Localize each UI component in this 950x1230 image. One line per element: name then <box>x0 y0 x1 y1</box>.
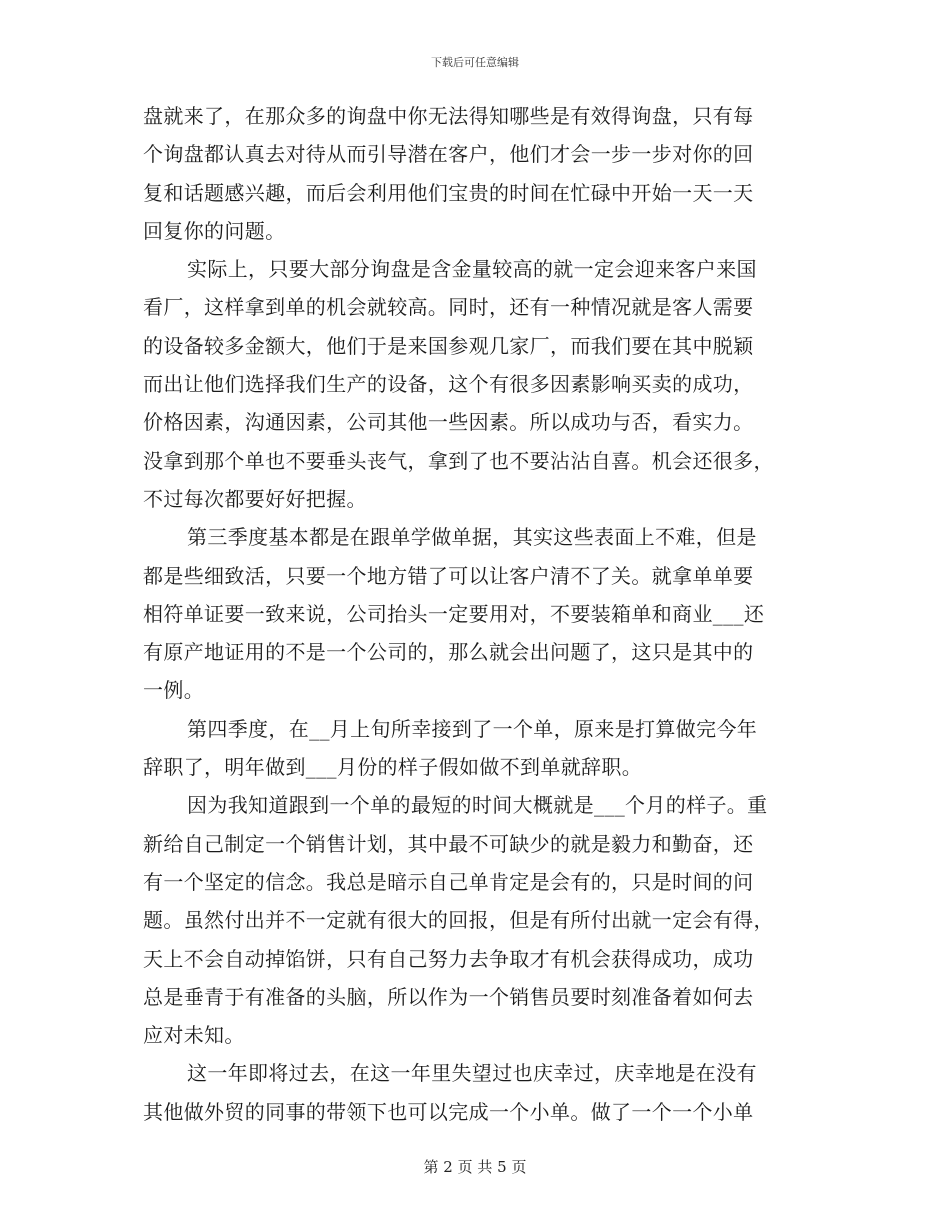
text-line: 相符单证要一致来说，公司抬头一定要用对，不要装箱单和商业___还 <box>143 601 765 626</box>
text-line: 一例。 <box>143 678 205 703</box>
text-line: 看厂，这样拿到单的机会就较高。同时，还有一种情况就是客人需要 <box>143 295 754 320</box>
text-line: 第三季度基本都是在跟单学做单据，其实这些表面上不难，但是 <box>187 525 757 550</box>
text-line: 复和话题感兴趣，而后会利用他们宝贵的时间在忙碌中开始一天一天 <box>143 180 754 205</box>
text-line: 个询盘都认真去对待从而引导潜在客户，他们才会一步一步对你的回 <box>143 142 754 167</box>
document-body <box>143 97 803 1131</box>
text-line: 都是些细致活，只要一个地方错了可以让客户清不了关。就拿单单要 <box>143 563 754 588</box>
text-line: 天上不会自动掉馅饼，只有自己努力去争取才有机会获得成功，成功 <box>143 946 754 971</box>
page-header: 下载后可任意编辑 <box>431 56 519 69</box>
text-line: 新给自己制定一个销售计划，其中最不可缺少的就是毅力和勤奋，还 <box>143 831 754 856</box>
text-line: 不过每次都要好好把握。 <box>143 486 367 511</box>
text-line: 其他做外贸的同事的带领下也可以完成一个小单。做了一个一个小单 <box>143 1099 754 1124</box>
text-line: 第四季度，在__月上旬所幸接到了一个单，原来是打算做完今年 <box>187 716 758 741</box>
text-line: 盘就来了，在那众多的询盘中你无法得知哪些是有效得询盘，只有每 <box>143 104 754 128</box>
text-line: 实际上，只要大部分询盘是含金量较高的就一定会迎来客户来国 <box>187 257 757 282</box>
text-line: 回复你的问题。 <box>143 218 286 243</box>
text-line: 有一个坚定的信念。我总是暗示自己单肯定是会有的，只是时间的问 <box>143 869 754 894</box>
text-line: 价格因素，沟通因素，公司其他一些因素。所以成功与否，看实力。 <box>143 410 754 435</box>
text-line: 因为我知道跟到一个单的最短的时间大概就是___个月的样子。重 <box>187 793 768 818</box>
text-line: 的设备较多金额大，他们于是来国参观几家厂，而我们要在其中脱颖 <box>143 333 754 358</box>
text-line: 总是垂青于有准备的头脑，所以作为一个销售员要时刻准备着如何去 <box>143 984 754 1009</box>
text-line: 有原产地证用的不是一个公司的，那么就会出问题了，这只是其中的 <box>143 640 754 665</box>
text-line: 题。虽然付出并不一定就有很大的回报，但是有所付出就一定会有得， <box>143 908 774 933</box>
text-line: 辞职了，明年做到___月份的样子假如做不到单就辞职。 <box>143 755 643 780</box>
page-footer: 第 2 页 共 5 页 <box>423 1158 527 1176</box>
text-line: 没拿到那个单也不要垂头丧气，拿到了也不要沾沾自喜。机会还很多， <box>143 448 774 473</box>
text-line: 而出让他们选择我们生产的设备，这个有很多因素影响买卖的成功， <box>143 372 754 397</box>
text-line: 这一年即将过去，在这一年里失望过也庆幸过，庆幸地是在没有 <box>187 1061 757 1086</box>
text-line: 应对未知。 <box>143 1023 245 1048</box>
